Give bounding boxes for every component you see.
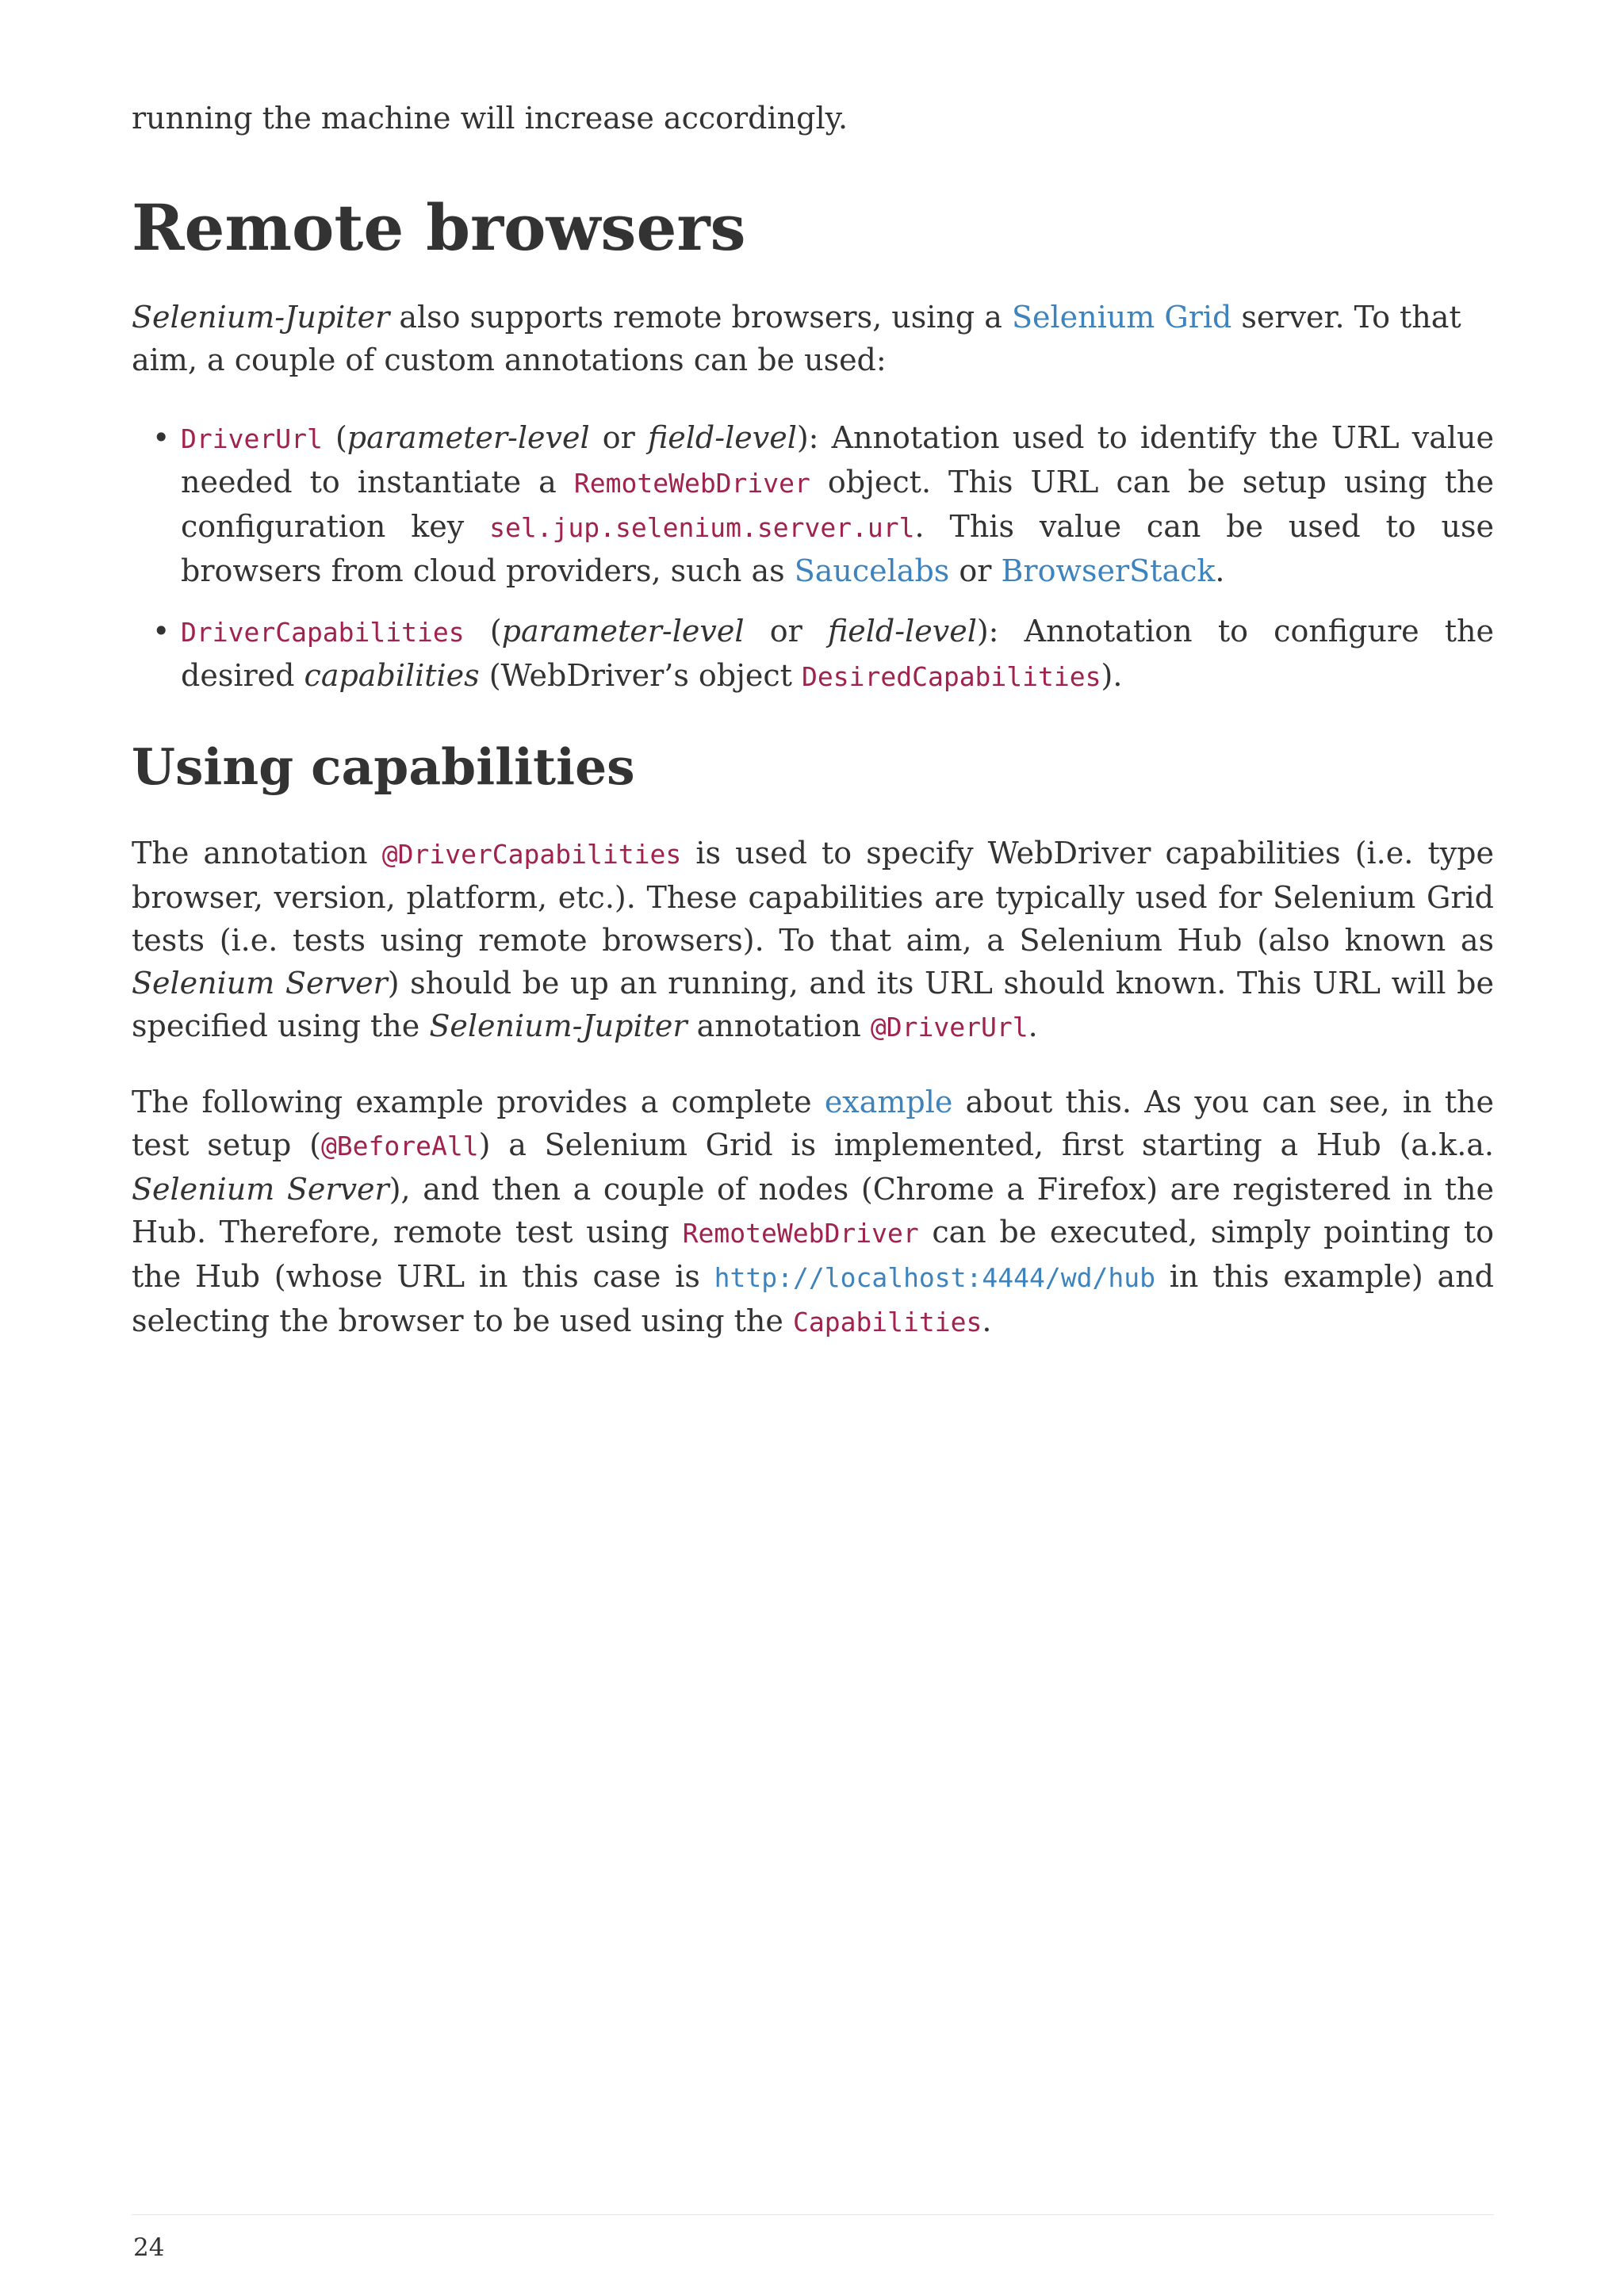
- emphasis-text: capabilities: [304, 658, 480, 693]
- code-capabilities: Capabilities: [792, 1307, 982, 1337]
- link-browserstack[interactable]: BrowserStack: [1001, 553, 1216, 588]
- emphasis-text: Selenium Server: [132, 966, 388, 1001]
- code-driver-capabilities: DriverCapabilities: [181, 617, 465, 648]
- text-run: or: [949, 553, 1002, 588]
- code-desired-capabilities: DesiredCapabilities: [802, 661, 1101, 692]
- text-run: object. This URL can be setup using the configuration key: [181, 465, 1494, 544]
- text-run: or: [744, 614, 828, 649]
- emphasis-text: field-level: [827, 614, 977, 649]
- text-run: The following example provides a complete: [132, 1085, 825, 1119]
- code-driver-capabilities-annotation: @DriverCapabilities: [381, 839, 682, 870]
- emphasis-text: field-level: [647, 420, 797, 455]
- text-run: is used to specify WebDriver capabilities (i.e. type browser, version, platform, etc.). These capabilities are typically used for Selenium Grid tests (i.e. tests using remote browsers). To that aim, a Selenium Hub (also known as: [132, 836, 1494, 958]
- emphasis-text: Selenium-Jupiter: [132, 300, 390, 335]
- text-run: (WebDriver’s object: [479, 658, 802, 693]
- bullet-icon: •: [152, 420, 170, 455]
- footer-divider: [132, 2214, 1494, 2215]
- text-run: also supports remote browsers, using a: [389, 300, 1012, 335]
- emphasis-text: Selenium Server: [132, 1172, 389, 1207]
- text-run: server. To that aim, a couple of custom annotations can be used:: [132, 300, 1461, 377]
- emphasis-text: parameter-level: [347, 420, 590, 455]
- text-run: .: [1028, 1008, 1038, 1043]
- page-number: 24: [133, 2233, 165, 2262]
- code-config-key: sel.jup.selenium.server.url: [489, 512, 915, 543]
- text-run: ), and then a couple of nodes (Chrome a Firefox) are registered in the Hub. Therefore, remote test using: [132, 1172, 1494, 1249]
- code-driver-url: DriverUrl: [181, 423, 323, 454]
- text-run: annotation: [687, 1008, 871, 1043]
- text-run: about this. As you can see, in the test setup (: [132, 1085, 1494, 1162]
- link-selenium-grid[interactable]: Selenium Grid: [1011, 300, 1232, 335]
- link-saucelabs[interactable]: Saucelabs: [794, 553, 950, 588]
- text-run: (: [464, 614, 502, 649]
- text-run: in this example) and selecting the browser to be used using the: [132, 1259, 1494, 1338]
- text-run: ) a Selenium Grid is implemented, first starting a Hub (a.k.a.: [478, 1127, 1495, 1162]
- list-item-driver-url: [132, 416, 1494, 592]
- text-run: ) should be up an running, and its URL should known. This URL will be specified using the: [132, 966, 1494, 1043]
- text-run: or: [589, 420, 648, 455]
- heading-using-capabilities: Using capabilities: [132, 737, 635, 796]
- text-run: ).: [1101, 658, 1123, 693]
- link-hub-url[interactable]: http://localhost:4444/wd/hub: [714, 1262, 1155, 1293]
- emphasis-text: parameter-level: [501, 614, 745, 649]
- text-run: (: [322, 420, 347, 455]
- text-run: ): Annotation to configure the desired: [181, 614, 1495, 693]
- paragraph-remote-browsers: [132, 296, 1494, 381]
- annotation-list: [132, 416, 1494, 716]
- text-run: .: [1215, 553, 1225, 588]
- code-remote-web-driver: RemoteWebDriver: [573, 468, 810, 499]
- intro-line: running the machine will increase accordingly.: [132, 101, 848, 136]
- link-example[interactable]: example: [824, 1085, 953, 1119]
- list-item-driver-capabilities: [132, 610, 1494, 698]
- paragraph-capabilities-2: [132, 1081, 1494, 1344]
- text-run: can be executed, simply pointing to the Hub (whose URL in this case is: [132, 1215, 1494, 1294]
- text-run: . This value can be used to use browsers from cloud providers, such as: [181, 509, 1495, 588]
- text-run: The annotation: [132, 836, 382, 871]
- code-driver-url-annotation: @DriverUrl: [870, 1012, 1028, 1043]
- code-before-all: @BeforeAll: [320, 1131, 479, 1161]
- paragraph-capabilities-1: [132, 832, 1494, 1049]
- bullet-icon: •: [152, 614, 170, 649]
- heading-remote-browsers: Remote browsers: [132, 190, 746, 265]
- code-remote-web-driver-2: RemoteWebDriver: [682, 1218, 919, 1249]
- text-run: ): Annotation used to identify the URL value needed to instantiate a: [181, 420, 1495, 499]
- text-run: .: [982, 1303, 992, 1338]
- emphasis-text: Selenium-Jupiter: [429, 1008, 688, 1043]
